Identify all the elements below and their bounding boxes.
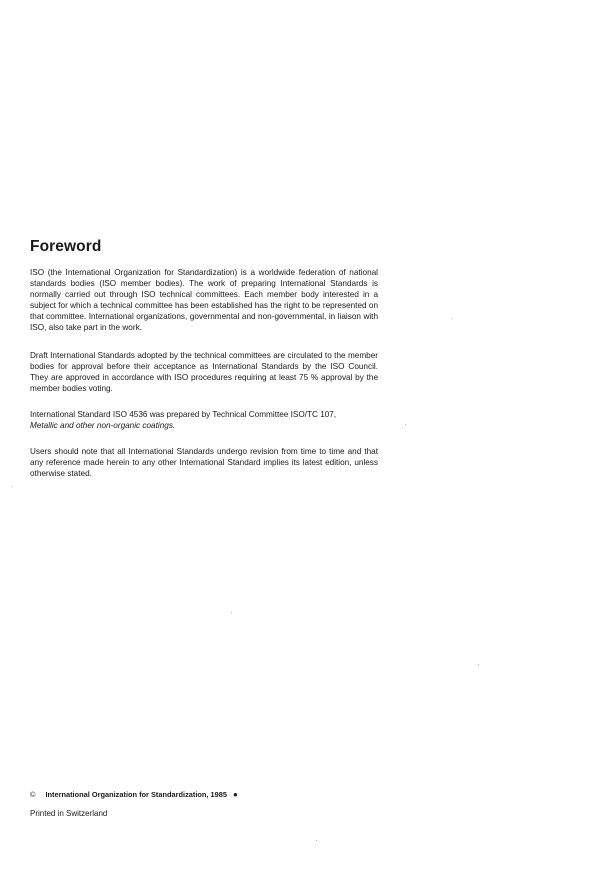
scan-speck <box>452 318 453 319</box>
paragraph-iso-intro: ISO (the International Organization for Standardization) is a worldwide federation of national standards bodies (ISO member bodies). The work of preparing International Standards is normally carried out through ISO technical committees. Each member body interested in a subject for which a technical committee has been established has the right to be represented on that committee. International organizations, governmental and non-governmental, in liaison with ISO, also take part in the work. <box>30 268 378 333</box>
copyright-icon: © <box>30 790 36 799</box>
copyright-line <box>30 790 238 799</box>
printed-in-note: Printed in Switzerland <box>30 809 108 818</box>
paragraph-draft-standards: Draft International Standards adopted by the technical committees are circulated to the member bodies for approval before their acceptance as International Standards by the ISO Council. They are approved in accordance with ISO procedures requiring at least 75 % approval by the member bodies voting. <box>30 351 378 394</box>
scan-speck <box>478 664 479 665</box>
foreword-heading: Foreword <box>30 238 102 255</box>
paragraph-standard-origin <box>30 409 378 431</box>
scan-speck <box>316 840 317 841</box>
scan-speck <box>231 612 232 613</box>
scan-speck <box>405 424 406 425</box>
standard-origin-line: International Standard ISO 4536 was prepared by Technical Committee ISO/TC 107, <box>30 410 337 419</box>
committee-title: Metallic and other non-organic coatings. <box>30 421 176 431</box>
scan-speck <box>11 486 12 487</box>
copyright-text: International Organization for Standardization, 1985 <box>45 790 227 799</box>
paragraph-revision-note: Users should note that all International Standards undergo revision from time to time and that any reference made herein to any other International Standard implies its latest edition, unless otherwise stated. <box>30 447 378 479</box>
bullet-icon: ● <box>232 790 238 799</box>
